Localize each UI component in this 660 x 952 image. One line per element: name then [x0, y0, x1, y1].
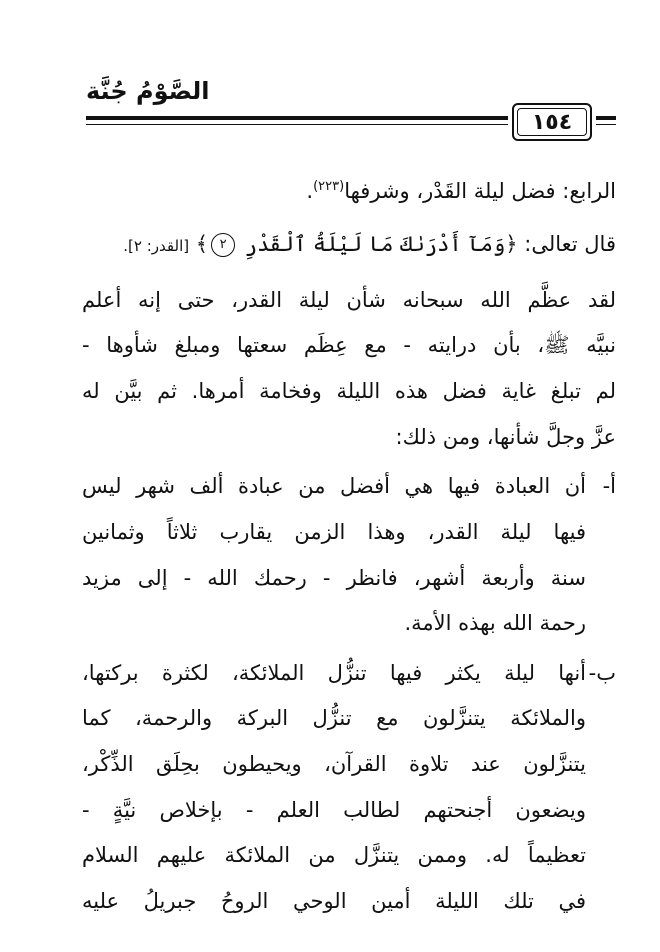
section-heading-end: .: [306, 179, 314, 203]
list-item-a-line: فيها ليلة القدر، وهذا الزمن يقارب ثلاثاً وثمانين: [82, 520, 586, 544]
paragraph-line: عزَّ وجلَّ شأنها، ومن ذلك:: [395, 425, 616, 449]
list-item-b-line: تعظيماً له. وممن يتنزَّل من الملائكة عليهم السلام: [82, 843, 586, 867]
running-header-title: الصَّوْمُ جُنَّة: [86, 77, 210, 105]
list-item-b-line: في تلك الليلة أمين الوحي الروحُ جبريلُ عليه: [82, 889, 586, 913]
section-heading: [306, 171, 616, 207]
verse-text: ﴿وَمَآ أَدْرَىٰكَ مَا لَيْلَةُ ٱلْقَدْرِ: [244, 232, 518, 256]
header-rule-thin: [86, 124, 508, 125]
list-item-b-line: يتنزَّلون عند تلاوة القرآن، ويحيطون بحِلَق الذِّكْر،: [82, 752, 586, 776]
section-heading-text: الرابع: فضل ليلة القَدْر، وشرفها: [344, 179, 616, 203]
verse-lead: قال تعالى:: [524, 232, 616, 256]
verse-close-bracket: ﴾: [195, 232, 209, 256]
page-number-frame: [512, 103, 592, 141]
verse-reference: [القدر: ٢].: [123, 237, 190, 255]
header-rule-right-thick: [596, 116, 616, 120]
paragraph-line: نبيَّه ﷺ، بأن درايته - مع عِظَم سعتها ومبلغ شأوها -: [82, 333, 616, 357]
list-item-a-line: سنة وأربعة أشهر، فانظر - رحمك الله - إلى مزيد: [82, 566, 586, 590]
list-item-a-line: رحمة الله بهذه الأمة.: [404, 611, 586, 635]
verse-line: [123, 228, 616, 262]
list-item-b-line: أنها ليلة يكثر فيها تنزُّل الملائكة، لكثرة بركتها،: [82, 661, 586, 685]
page-number: ١٥٤: [531, 109, 573, 135]
list-item-a-label: أ-: [602, 474, 616, 498]
list-item-b-label: ب-: [588, 661, 616, 685]
header-rule-right-thin: [596, 124, 616, 125]
list-item-b-line: والملائكة يتنزَّلون مع تنزُّل البركة والرحمة، كما: [82, 706, 586, 730]
list-item-b-line: ويضعون أجنحتهم لطالب العلم - بإخلاص نيَّةٍ -: [82, 798, 586, 822]
header-rule-thick: [86, 116, 508, 120]
paragraph-line: لم تبلغ غاية فضل هذه الليلة وفخامة أمرها. ثم بيَّن له: [82, 379, 616, 403]
list-item-a-line: أن العبادة فيها هي أفضل من عبادة ألف شهر ليس: [82, 474, 586, 498]
verse-number-marker: ٢: [211, 233, 235, 257]
paragraph-line: لقد عظَّم الله سبحانه شأن ليلة القدر، حتى إنه أعلم: [82, 288, 616, 312]
footnote-ref: (٢٢٣): [313, 179, 345, 194]
